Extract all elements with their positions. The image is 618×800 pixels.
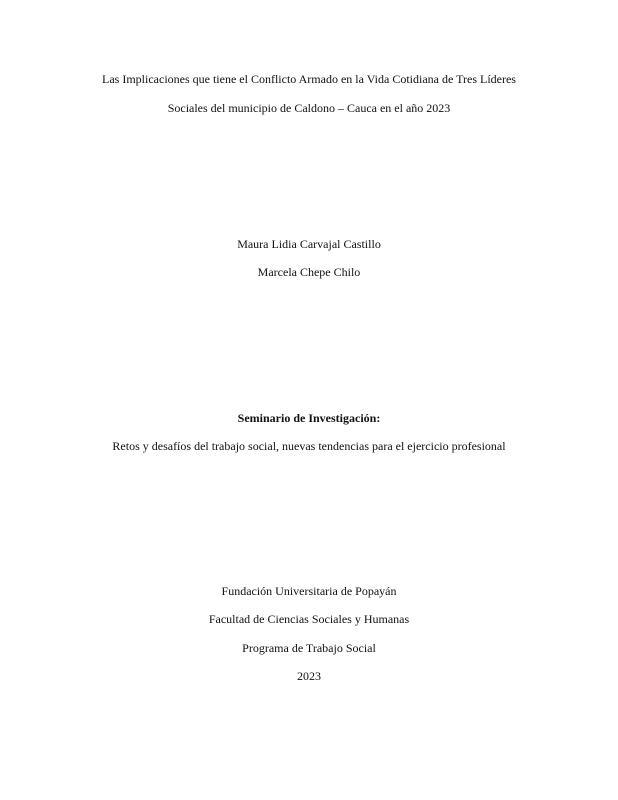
- title-line-2: Sociales del municipio de Caldono – Cauca en el año 2023: [167, 101, 451, 115]
- author-1: Maura Lidia Carvajal Castillo: [237, 237, 381, 251]
- seminar-subtitle: Retos y desafíos del trabajo social, nuevas tendencias para el ejercicio profesional: [112, 439, 506, 453]
- title-line-1: Las Implicaciones que tiene el Conflicto Armado en la Vida Cotidiana de Tres Líderes: [102, 72, 516, 86]
- program-name: Programa de Trabajo Social: [242, 641, 376, 655]
- seminar-heading: Seminario de Investigación:: [237, 411, 381, 425]
- faculty-name: Facultad de Ciencias Sociales y Humanas: [208, 612, 410, 626]
- author-2: Marcela Chepe Chilo: [257, 265, 361, 279]
- year: 2023: [297, 669, 321, 683]
- university-name: Fundación Universitaria de Popayán: [221, 584, 397, 598]
